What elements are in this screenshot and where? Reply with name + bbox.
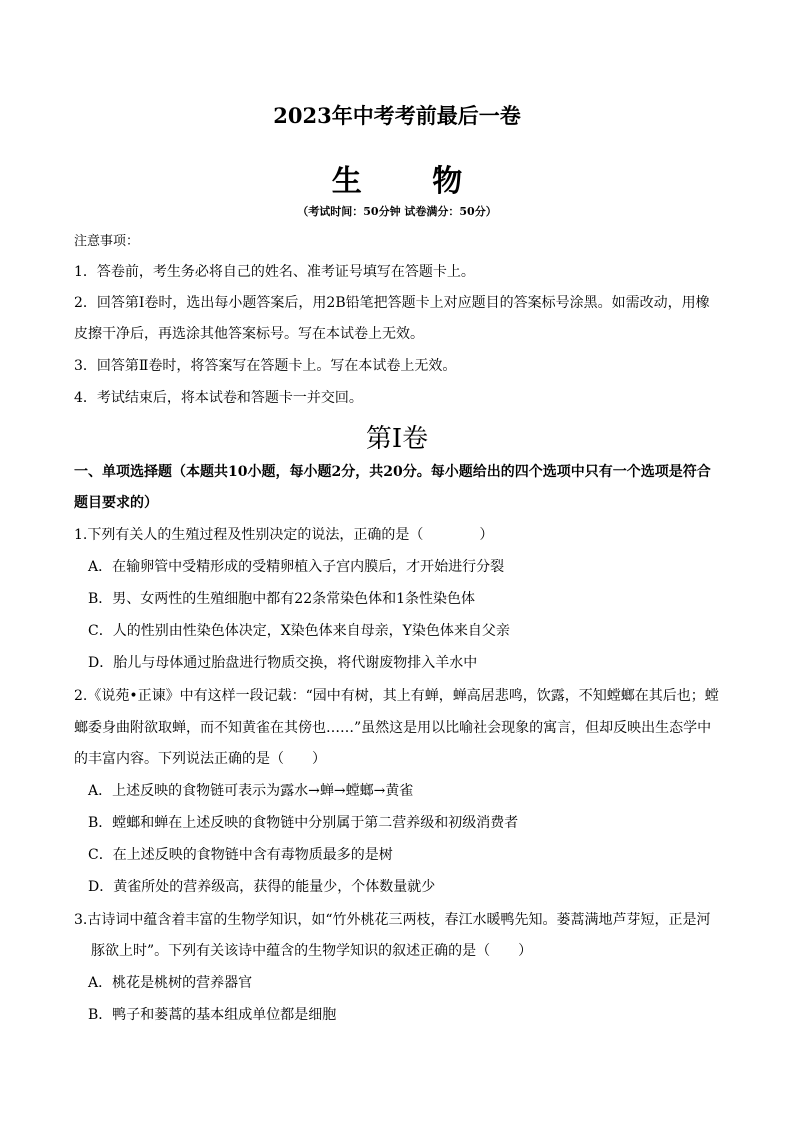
question-option: B．鸭子和蒌蒿的基本组成单位都是细胞 <box>88 1007 337 1023</box>
notice-heading: 注意事项： <box>74 234 140 249</box>
subject-title: 生 物 <box>331 164 493 199</box>
notice-item-continued: 皮擦干净后，再选涂其他答案标号。写在本试卷上无效。 <box>74 326 424 342</box>
question-option: D．胎儿与母体通过胎盘进行物质交换，将代谢废物排入羊水中 <box>88 655 478 671</box>
section-instruction-continued: 题目要求的） <box>74 495 158 511</box>
question-stem: 2.《说苑•正谏》中有这样一段记载：“园中有树，其上有蝉，蝉高居悲鸣，饮露，不知螳螂在其后也；螳 <box>74 688 719 704</box>
question-option: A．在输卵管中受精形成的受精卵植入子宫内膜后，才开始进行分裂 <box>88 559 505 575</box>
question-stem-continued: 豚欲上时”。下列有关该诗中蕴含的生物学知识的叙述正确的是（ ） <box>91 943 533 959</box>
notice-item: 3．回答第Ⅱ卷时，将答案写在答题卡上。写在本试卷上无效。 <box>74 358 457 374</box>
question-option: A．上述反映的食物链可表示为露水→蝉→螳螂→黄雀 <box>88 783 414 799</box>
time-info: （考试时间：50分钟 试卷满分：50分） <box>297 205 497 218</box>
question-option: B．男、女两性的生殖细胞中都有22条常染色体和1条性染色体 <box>88 591 476 607</box>
question-option: B．螳螂和蝉在上述反映的食物链中分别属于第二营养级和初级消费者 <box>88 815 519 831</box>
question-option: C．在上述反映的食物链中含有毒物质最多的是树 <box>88 847 393 863</box>
section-instruction: 一、单项选择题（本题共10小题，每小题2分，共20分。每小题给出的四个选项中只有一个选项是符合 <box>74 464 711 480</box>
question-option: C．人的性别由性染色体决定，X染色体来自母亲，Y染色体来自父亲 <box>88 623 510 639</box>
notice-item: 2．回答第Ⅰ卷时，选出每小题答案后，用2B铅笔把答题卡上对应题目的答案标号涂黑。如需改动，用橡 <box>74 295 710 311</box>
question-stem-continued: 的丰富内容。下列说法正确的是（ ） <box>74 751 326 767</box>
notice-item: 4．考试结束后，将本试卷和答题卡一并交回。 <box>74 390 363 406</box>
part-title: 第Ⅰ卷 <box>365 424 429 454</box>
question-option: D．黄雀所处的营养级高，获得的能量少，个体数量就少 <box>88 879 436 895</box>
exam-title: 2023年中考考前最后一卷 <box>273 103 521 128</box>
question-stem: 1.下列有关人的生殖过程及性别决定的说法，正确的是（ ） <box>74 527 494 543</box>
question-stem-continued: 螂委身曲附欲取蝉，而不知黄雀在其傍也……”虽然这是用以比喻社会现象的寓言，但却反映出生态学中 <box>74 720 712 736</box>
question-option: A．桃花是桃树的营养器官 <box>88 975 253 991</box>
notice-item: 1．答卷前，考生务必将自己的姓名、准考证号填写在答题卡上。 <box>74 264 475 280</box>
question-stem: 3.古诗词中蕴含着丰富的生物学知识，如“竹外桃花三两枝，春江水暖鸭先知。蒌蒿满地芦芽短，正是河 <box>74 912 711 928</box>
